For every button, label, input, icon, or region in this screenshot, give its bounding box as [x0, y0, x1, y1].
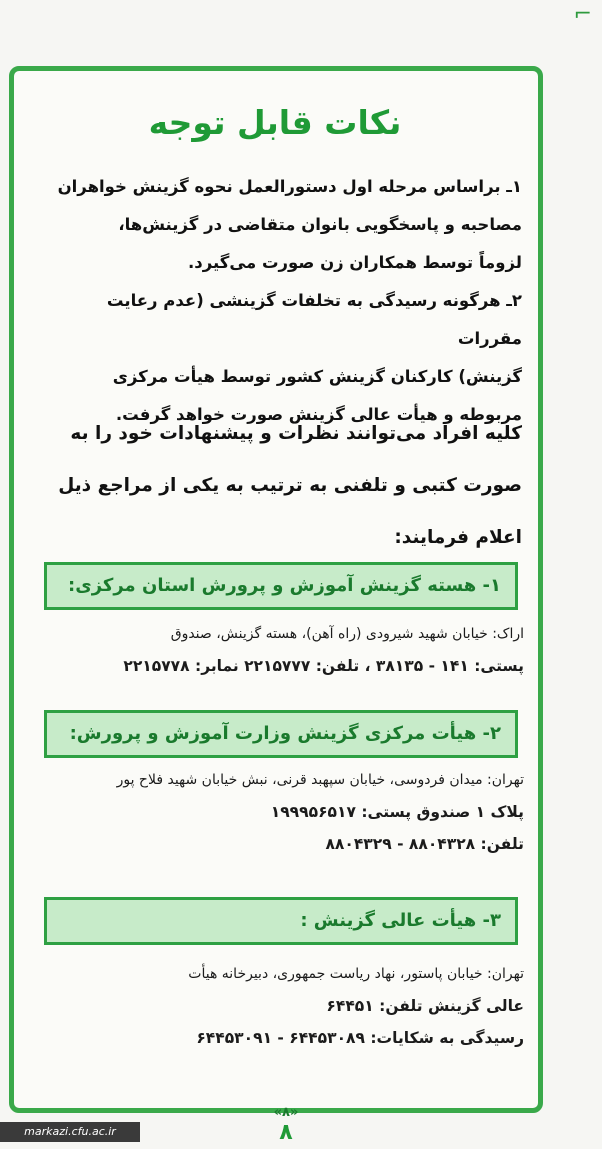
note-2-line: مربوطه و هیأت عالی گزینش صورت خواهد گرفت. — [115, 405, 522, 424]
intro-line: صورت کتبی و تلفنی به ترتیب به یکی از مراجع ذیل — [58, 475, 522, 496]
note-1 — [40, 168, 522, 282]
note-1-line: مصاحبه و پاسخگویی بانوان متقاضی در گزینش‌ها، — [118, 215, 522, 234]
page-title: نکات قابل توجه — [148, 103, 402, 142]
note-1-line: لزوماً توسط همکاران زن صورت می‌گیرد. — [187, 253, 522, 272]
address-line: تهران: میدان فردوسی، خیابان سپهبد قرنی، نبش خیابان شهید فلاح پور — [116, 772, 524, 788]
page-number: ۸ — [279, 1120, 293, 1145]
intro-paragraph — [28, 408, 522, 564]
section-1-address — [34, 618, 524, 682]
address-line: رسیدگی به شکایات: ۶۴۴۵۳۰۸۹ - ۶۴۴۵۳۰۹۱ — [196, 1029, 524, 1047]
address-line: اراک: خیابان شهید شیرودی (راه آهن)، هسته گزینش، صندوق — [170, 626, 524, 642]
watermark: markazi.cfu.ac.ir — [0, 1122, 140, 1142]
note-2-line: گزینش) کارکنان گزینش کشور توسط هیأت مرکزی — [112, 367, 522, 386]
section-3-address — [34, 958, 524, 1054]
address-line: تلفن: ۸۸۰۴۳۲۸ - ۸۸۰۴۳۲۹ — [325, 835, 524, 853]
section-2-address — [34, 764, 524, 860]
address-line: پلاک ۱ صندوق پستی: ۱۹۹۹۵۶۵۱۷ — [270, 803, 524, 821]
address-line: تهران: خیابان پاستور، نهاد ریاست جمهوری، دبیرخانه هیأت — [188, 966, 524, 982]
address-line: عالی گزینش تلفن: ۶۴۴۵۱ — [326, 997, 524, 1015]
section-2-heading: ۲- هیأت مرکزی گزینش وزارت آموزش و پرورش: — [44, 710, 518, 758]
section-1-heading: ۱- هسته گزینش آموزش و پرورش استان مرکزی: — [44, 562, 518, 610]
address-line: پستی: ۱۴۱ - ۳۸۱۳۵ ، تلفن: ۲۲۱۵۷۷۷ نمابر: ۲۲۱۵۷۷۸ — [123, 657, 524, 675]
corner-mark: ⌐ — [573, 2, 592, 27]
section-3-heading: ۳- هیأت عالی گزینش : — [44, 897, 518, 945]
footer-page-mark: «۸» — [273, 1105, 299, 1120]
note-2-line: ۲ـ هرگونه رسیدگی به تخلفات گزینشی (عدم رعایت مقررات — [106, 291, 522, 348]
note-1-line: ۱ـ براساس مرحله اول دستورالعمل نحوه گزینش خواهران — [57, 177, 522, 196]
intro-line: کلیه افراد می‌توانند نظرات و پیشنهادات خود را به — [70, 423, 522, 444]
intro-line: اعلام فرمایند: — [394, 527, 522, 548]
